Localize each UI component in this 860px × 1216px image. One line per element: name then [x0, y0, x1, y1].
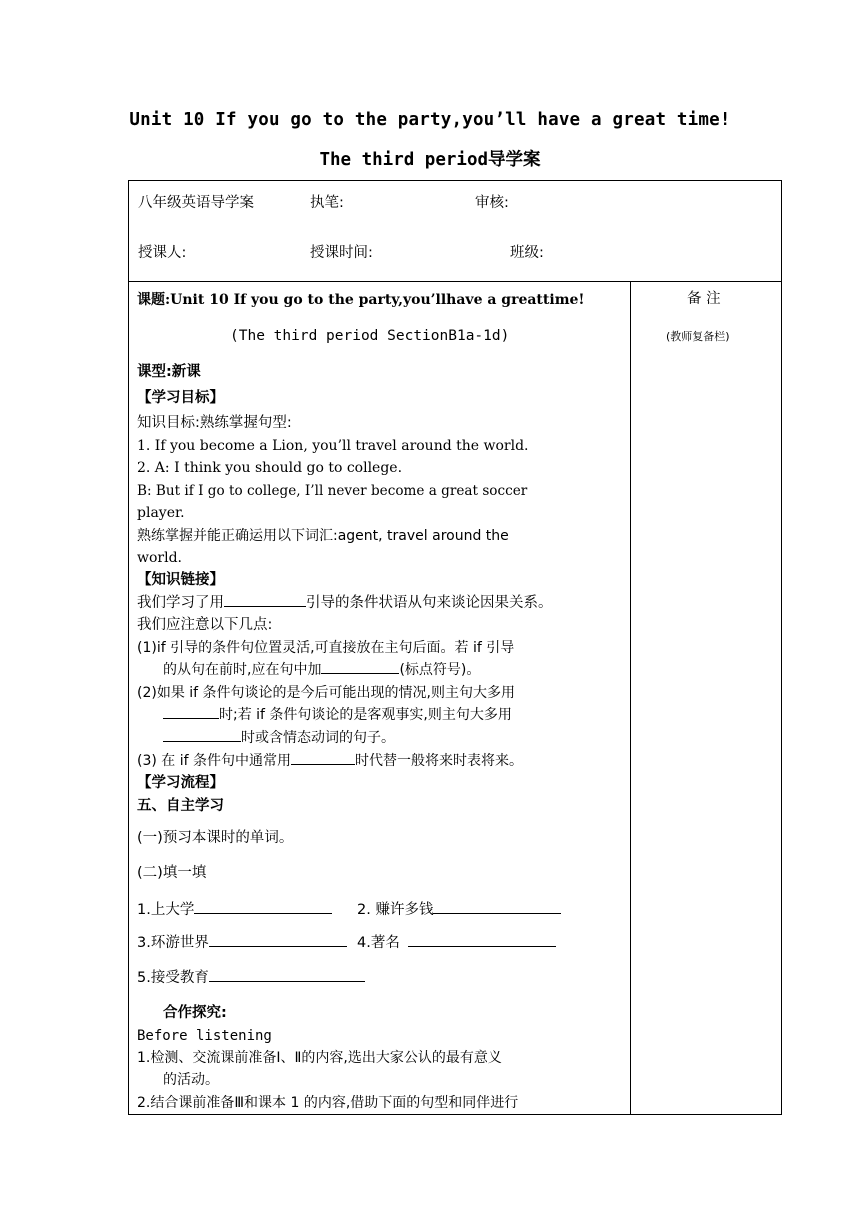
fill-5-label: 5.接受教育	[137, 970, 209, 986]
author-label: 执笔:	[310, 195, 344, 211]
sentence-2: 2. A: I think you should go to college.	[137, 460, 403, 476]
p2b-post: 时;若 if 条件句谈论的是客观事实,则主句大多用	[219, 707, 512, 723]
link-line-1	[137, 592, 553, 614]
p1b-post: (标点符号)。	[399, 662, 481, 678]
sentence-3-cont: player.	[137, 505, 185, 521]
vocab-line-cont: world.	[137, 550, 182, 566]
column-divider	[630, 281, 631, 1115]
sentence-1: 1. If you become a Lion, you’ll travel around the world.	[137, 438, 529, 454]
fill-4-label: 4.著名	[357, 935, 400, 951]
fill-item-1	[137, 899, 332, 921]
point-2-cont	[163, 704, 512, 726]
knowledge-goal: 知识目标:熟练掌握句型:	[137, 415, 292, 431]
blank-fill-3[interactable]	[209, 932, 347, 947]
lesson-topic-sub: (The third period SectionB1a-1d)	[230, 328, 510, 344]
time-label: 授课时间:	[310, 245, 373, 261]
goals-heading: 【学习目标】	[137, 390, 224, 406]
point-2-cont-2	[163, 727, 395, 749]
link1-pre: 我们学习了用	[137, 595, 224, 611]
p2c-post: 时或含情态动词的句子。	[241, 730, 395, 746]
teacher-label: 授课人:	[138, 245, 187, 261]
blank-fill-1[interactable]	[194, 899, 332, 914]
preview-task: (一)预习本课时的单词。	[137, 830, 294, 846]
blank-fill-2[interactable]	[433, 899, 561, 914]
blank-1[interactable]	[224, 592, 306, 607]
point-2: (2)如果 if 条件句谈论的是今后可能出现的情况,则主句大多用	[137, 685, 515, 701]
link-line-2: 我们应注意以下几点:	[137, 617, 273, 633]
p3-post: 时代替一般将来时表将来。	[355, 753, 523, 769]
notes-title: 备 注	[687, 291, 721, 307]
document-title: Unit 10 If you go to the party,you’ll have a great time!	[129, 110, 731, 130]
grade-label: 八年级英语导学案	[138, 195, 254, 211]
fill-item-5	[137, 967, 365, 989]
coop-task-2: 2.结合课前准备Ⅲ和课本 1 的内容,借助下面的句型和同伴进行	[137, 1095, 519, 1111]
point-1: (1)if 引导的条件句位置灵活,可直接放在主句后面。若 if 引导	[137, 640, 515, 656]
class-label: 班级:	[510, 245, 544, 261]
fill-item-4	[357, 932, 556, 954]
point-3	[137, 750, 523, 772]
subtitle-en: The third period	[319, 150, 489, 170]
reviewer-label: 审核:	[475, 195, 509, 211]
fill-heading: (二)填一填	[137, 865, 207, 881]
blank-fill-5[interactable]	[209, 967, 365, 982]
fill-2-label: 2. 赚许多钱	[357, 902, 434, 918]
self-study-heading: 五、自主学习	[137, 798, 224, 814]
blank-4[interactable]	[163, 727, 241, 742]
coop-heading: 合作探究:	[163, 1005, 227, 1021]
coop-task-1: 1.检测、交流课前准备Ⅰ、Ⅱ的内容,选出大家公认的最有意义	[137, 1050, 502, 1066]
p1b-pre: 的从句在前时,应在句中加	[163, 662, 322, 678]
blank-5[interactable]	[291, 750, 355, 765]
fill-3-label: 3.环游世界	[137, 935, 209, 951]
fill-1-label: 1.上大学	[137, 902, 195, 918]
link1-post: 引导的条件状语从句来谈论因果关系。	[306, 595, 553, 611]
p3-pre: (3) 在 if 条件句中通常用	[137, 753, 291, 769]
coop-task-1-cont: 的活动。	[163, 1072, 219, 1088]
vocab-line: 熟练掌握并能正确运用以下词汇:agent, travel around the	[137, 528, 509, 544]
subtitle-cn: 导学案	[488, 150, 541, 170]
notes-subtitle: (教师复备栏)	[666, 330, 730, 343]
blank-3[interactable]	[163, 704, 219, 719]
link-heading: 【知识链接】	[137, 572, 224, 588]
lesson-topic: 课题:Unit 10 If you go to the party,you’llhave a greattime!	[137, 292, 585, 308]
flow-heading: 【学习流程】	[137, 775, 224, 791]
document-subtitle	[0, 146, 860, 171]
lesson-type: 课型:新课	[137, 364, 201, 380]
point-1-cont	[163, 659, 480, 681]
sentence-3: B: But if I go to college, I’ll never become a great soccer	[137, 483, 528, 499]
blank-2[interactable]	[321, 659, 399, 674]
before-listening: Before listening	[137, 1028, 272, 1044]
blank-fill-4[interactable]	[408, 932, 556, 947]
fill-item-3	[137, 932, 347, 954]
fill-item-2	[357, 899, 561, 921]
